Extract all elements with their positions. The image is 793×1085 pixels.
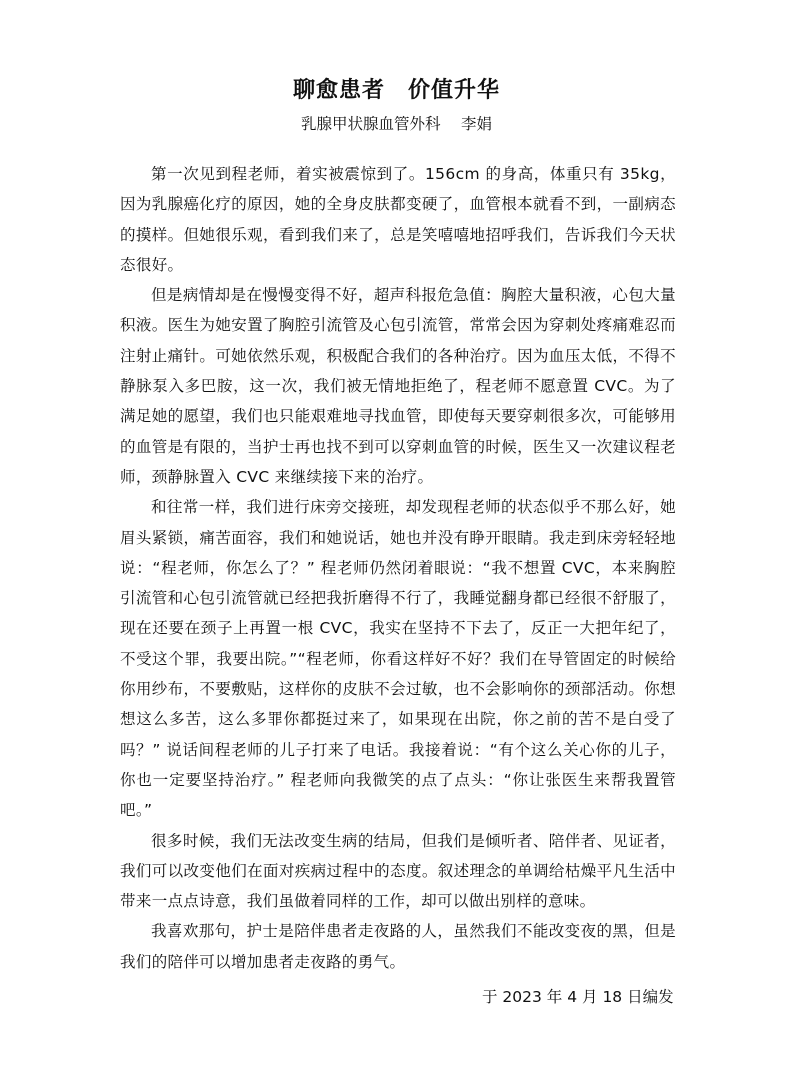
paragraph-1: 第一次见到程老师，着实被震惊到了。156cm 的身高，体重只有 35kg，因为乳腺癌化疗的原因，她的全身皮肤都变硬了，血管根本就看不到，一副病态的摸样。但她很乐观，看到我们来了，总是笑嘻嘻地招呼我们，告诉我们今天状态很好。 (120, 165, 676, 274)
paragraph-4: 很多时候，我们无法改变生病的结局，但我们是倾听者、陪伴者、见证者，我们可以改变他们在面对疾病过程中的态度。叙述理念的单调给枯燥平凡生活中带来一点点诗意，我们虽做着同样的工作，却可以做出别样的意味。 (120, 831, 676, 911)
article-body (120, 159, 676, 977)
article-title: 聊愈患者 价值升华 (292, 78, 500, 103)
paragraph-5: 我喜欢那句，护士是陪伴患者走夜路的人，虽然我们不能改变夜的黑，但是我们的陪伴可以增加患者走夜路的勇气。 (120, 922, 676, 971)
author-byline: 乳腺甲状腺血管外科 李娟 (301, 115, 492, 133)
paragraph-3: 和往常一样，我们进行床旁交接班，却发现程老师的状态似乎不那么好，她眉头紧锁，痛苦面容，我们和她说话，她也并没有睁开眼睛。我走到床旁轻轻地说：“程老师，你怎么了？” 程老师仍然闭着眼说：“我不想置 CVC，本来胸腔引流管和心包引流管就已经把我折磨得不行了，我睡觉翻身都已经很不舒服了，现在还要在颈子上再置一根 CVC，我实在坚持不下去了，反正一大把年纪了，不受这个罪，我要出院。”“程老师，你看这样好不好？我们在导管固定的时候给你用纱布，不要敷贴，这样你的皮肤不会过敏，也不会影响你的颈部活动。你想想这么多苦，这么多罪你都挺过来了，如果现在出院，你之前的苦不是白受了吗？” 说话间程老师的儿子打来了电话。我接着说：“有个这么关心你的儿子，你也一定要坚持治疗。” 程老师向我微笑的点了点头：“你让张医生来帮我置管吧。” (120, 498, 676, 820)
paragraph-2: 但是病情却是在慢慢变得不好，超声科报危急值：胸腔大量积液，心包大量积液。医生为她安置了胸腔引流管及心包引流管，常常会因为穿刺处疼痛难忍而注射止痛针。可她依然乐观，积极配合我们的各种治疗。因为血压太低，不得不静脉泵入多巴胺，这一次，我们被无情地拒绝了，程老师不愿意置 CVC。为了满足她的愿望，我们也只能艰难地寻找血管，即使每天要穿刺很多次，可能够用的血管是有限的，当护士再也找不到可以穿刺血管的时候，医生又一次建议程老师，颈静脉置入 CVC 来继续接下来的治疗。 (120, 286, 676, 486)
publish-date: 于 2023 年 4 月 18 日编发 (482, 988, 674, 1006)
